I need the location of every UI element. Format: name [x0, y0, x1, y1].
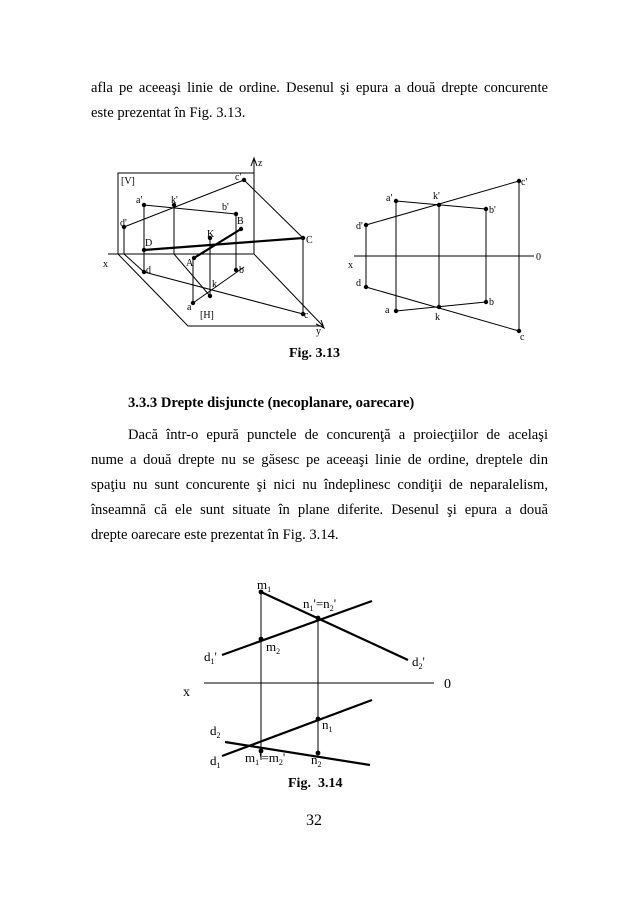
label-B: B [237, 216, 244, 227]
label-b: b [239, 265, 244, 276]
fig314-label-n2: $n_2$ [311, 752, 322, 769]
epure-label-c: c [520, 332, 525, 343]
paragraph-line: înseamnă că ele sunt situate în plane diferite. Desenul şi epura a două [91, 502, 548, 518]
paragraph-line: spaţiu nu sunt concurente şi nici nu îndeplinesc condiţii de neparalelism, [91, 477, 548, 493]
label-c-prime: c' [235, 172, 242, 183]
fig314-label-d1-prime: $d_1'$ [204, 649, 217, 666]
label-H: [H] [200, 310, 214, 321]
label-a: a [187, 302, 192, 313]
paragraph-line: Dacă într-o epură punctele de concurenţă a proiecţiilor de acelaşi [128, 427, 548, 443]
epure-label-d: d [356, 278, 361, 289]
y-axis [254, 254, 323, 326]
label-K: K [207, 229, 215, 240]
fig314-label-d1: $d_1$ [210, 753, 221, 770]
fig314-epure-drawing [180, 575, 470, 775]
paragraph-disjoint [91, 423, 548, 548]
fig314-label-zero: 0 [444, 677, 451, 692]
paragraph-line: este prezentat în Fig. 3.13. [91, 105, 246, 121]
fig314-label-d2: $d_2$ [210, 723, 221, 740]
fig314-label-m1-m2-prime: $m_1'=m_2'$ [245, 750, 286, 767]
section-heading: 3.3.3 Drepte disjuncte (necoplanare, oarecare) [128, 395, 415, 411]
fig314-label-m2: $m_2$ [266, 639, 281, 656]
label-A: A [186, 258, 194, 269]
paragraph-line: nume a două drepte nu se găsesc pe aceeaşi linie de ordine, dreptele din [91, 452, 548, 468]
paragraph-intro [91, 76, 548, 126]
paragraph-line: afla pe aceeaşi linie de ordine. Desenul şi epura a două drepte concurente [91, 80, 548, 96]
epure-label-x: x [348, 260, 353, 271]
fig314-label-n1-n2-prime: $n_1'=n_2'$ [303, 596, 337, 613]
epure-label-b-prime: b' [489, 205, 496, 216]
label-V: [V] [121, 176, 135, 187]
fig313-epure-drawing [344, 168, 544, 343]
epure-label-k: k [435, 312, 440, 323]
label-y: y [316, 326, 321, 337]
label-k: k [212, 279, 217, 290]
epure-label-c-prime: c' [521, 177, 528, 188]
label-C: C [306, 235, 313, 246]
epure-label-a: a [385, 305, 390, 316]
epure-label-d-prime: d' [356, 221, 363, 232]
label-k-prime: k' [171, 195, 178, 206]
label-c: c [304, 310, 309, 321]
label-d-prime: d' [120, 218, 127, 229]
line-d2 [222, 700, 372, 756]
fig313-space-drawing [100, 150, 340, 340]
fig314-label-m1: $m_1$ [257, 577, 272, 594]
epure-label-zero: 0 [536, 252, 541, 263]
fig313-caption: Fig. 3.13 [289, 346, 340, 361]
fig314-label-d2-prime: $d_2'$ [412, 654, 425, 671]
label-D: D [145, 238, 153, 249]
epure-label-a-prime: a' [386, 193, 393, 204]
epure-label-k-prime: k' [433, 191, 440, 202]
label-b-prime: b' [222, 202, 229, 213]
label-x: x [103, 259, 108, 270]
fig314-caption: Fig. 3.14 [288, 776, 343, 791]
label-z: z [258, 158, 263, 169]
page-number: 32 [306, 812, 322, 829]
fig314-label-x: x [183, 685, 190, 700]
fig314-label-n1: $n_1$ [322, 717, 333, 734]
label-a-prime: a' [136, 195, 143, 206]
label-d: d [146, 265, 151, 276]
paragraph-line: drepte oarecare este prezentat în Fig. 3.14. [91, 527, 339, 543]
epure-label-b: b [489, 297, 494, 308]
